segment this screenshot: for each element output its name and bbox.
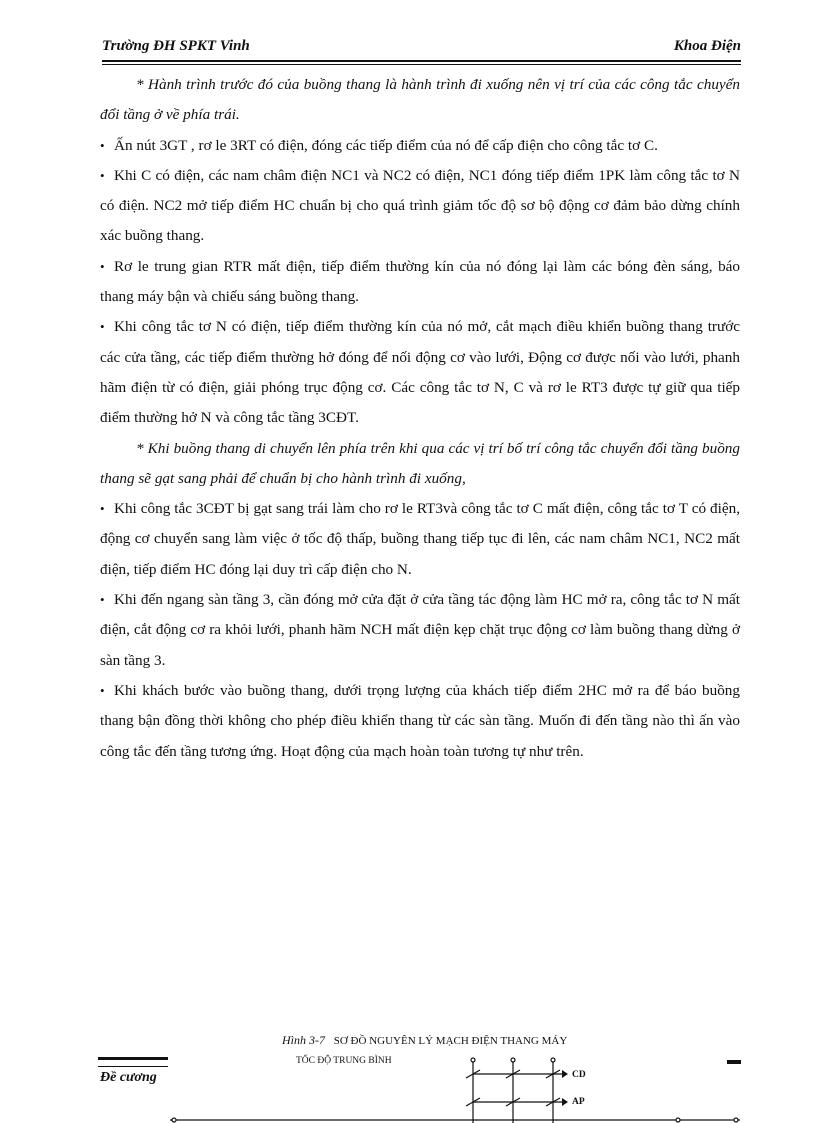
contact-label-ap: AP bbox=[572, 1097, 585, 1107]
figure-label: Hình 3-7 bbox=[282, 1033, 325, 1047]
arrow-cd bbox=[562, 1070, 568, 1078]
arrow-ap bbox=[562, 1098, 568, 1106]
terminal-node bbox=[734, 1118, 738, 1122]
bullet-paragraph: • Khi khách bước vào buồng thang, dưới trọng lượng của khách tiếp điểm 2HC mở ra để báo buồng thang bận đồng thời không cho phép điều khiển thang từ các sàn tầng. Muốn đi đến tầng nào thì ấn vào công tắc đến tầng tương ứng. Hoạt động của mạch hoàn toàn tương tự như trên. bbox=[100, 676, 740, 767]
footer-label: Đề cương bbox=[100, 1070, 157, 1085]
header-department: Khoa Điện bbox=[673, 38, 741, 54]
bullet-paragraph: • Khi C có điện, các nam châm điện NC1 và NC2 có điện, NC1 đóng tiếp điểm 1PK làm công tắc tơ N có điện. NC2 mở tiếp điểm HC chuẩn bị cho quá trình giảm tốc độ sơ bộ động cơ đảm bảo dừng chính xác buồng thang. bbox=[100, 161, 740, 252]
terminal-node bbox=[676, 1118, 680, 1122]
footer-rule bbox=[98, 1057, 168, 1067]
footer-mark bbox=[727, 1060, 741, 1064]
document-body bbox=[100, 70, 740, 767]
contact-column bbox=[506, 1058, 520, 1123]
bullet-paragraph: • Khi đến ngang sàn tầng 3, cần đóng mở cửa đặt ở cửa tầng tác động làm HC mở ra, công tắc tơ N mất điện, cắt động cơ ra khỏi lưới, phanh hãm NCH mất điện kẹp chặt trục động cơ làm buồng thang dừng ở sàn tầng 3. bbox=[100, 585, 740, 676]
bullet-paragraph: • Khi công tắc 3CĐT bị gạt sang trái làm cho rơ le RT3và công tắc tơ C mất điện, công tắc tơ T có điện, động cơ chuyển sang làm việc ở tốc độ thấp, buồng thang tiếp tục đi lên, các nam châm NC1, NC2 mất điện, tiếp điểm HC đóng lại duy trì cấp điện cho N. bbox=[100, 494, 740, 585]
contact-label-cd: CD bbox=[572, 1070, 586, 1080]
terminal-node bbox=[172, 1118, 176, 1122]
header-school: Trường ĐH SPKT Vinh bbox=[102, 38, 250, 54]
bullet-paragraph: • Khi công tắc tơ N có điện, tiếp điểm thường kín của nó mở, cắt mạch điều khiển buồng thang trước các cửa tầng, các tiếp điểm thường hở đóng để nối động cơ vào lưới, Động cơ được nối vào lưới, phanh hãm điện từ có điện, giải phóng trục động cơ. Các công tắc tơ N, C và rơ le RT3 được tự giữ qua tiếp điểm thường hở N và công tắc tầng 3CĐT. bbox=[100, 312, 740, 433]
bullet-paragraph: • Ấn nút 3GT , rơ le 3RT có điện, đóng các tiếp điểm của nó để cấp điện cho công tắc tơ C. bbox=[100, 131, 740, 161]
circuit-diagram bbox=[170, 1028, 740, 1123]
page-header bbox=[102, 38, 741, 62]
figure-subtitle: TỐC ĐỘ TRUNG BÌNH bbox=[296, 1056, 392, 1066]
note-paragraph: * Khi buồng thang di chuyển lên phía trên khi qua các vị trí bố trí công tắc chuyển đổi tầng buồng thang sẽ gạt sang phải để chuẩn bị cho hành trình đi xuống, bbox=[100, 439, 740, 487]
contact-column bbox=[466, 1058, 480, 1123]
note-paragraph: * Hành trình trước đó của buồng thang là hành trình đi xuống nên vị trí của các công tắc chuyển đổi tầng ở về phía trái. bbox=[100, 76, 740, 124]
bullet-paragraph: • Rơ le trung gian RTR mất điện, tiếp điểm thường kín của nó đóng lại làm các bóng đèn sáng, báo thang máy bận và chiếu sáng buồng thang. bbox=[100, 252, 740, 313]
contact-column bbox=[546, 1058, 560, 1123]
figure-title: SƠ ĐỒ NGUYÊN LÝ MẠCH ĐIỆN THANG MÁY bbox=[333, 1035, 568, 1047]
